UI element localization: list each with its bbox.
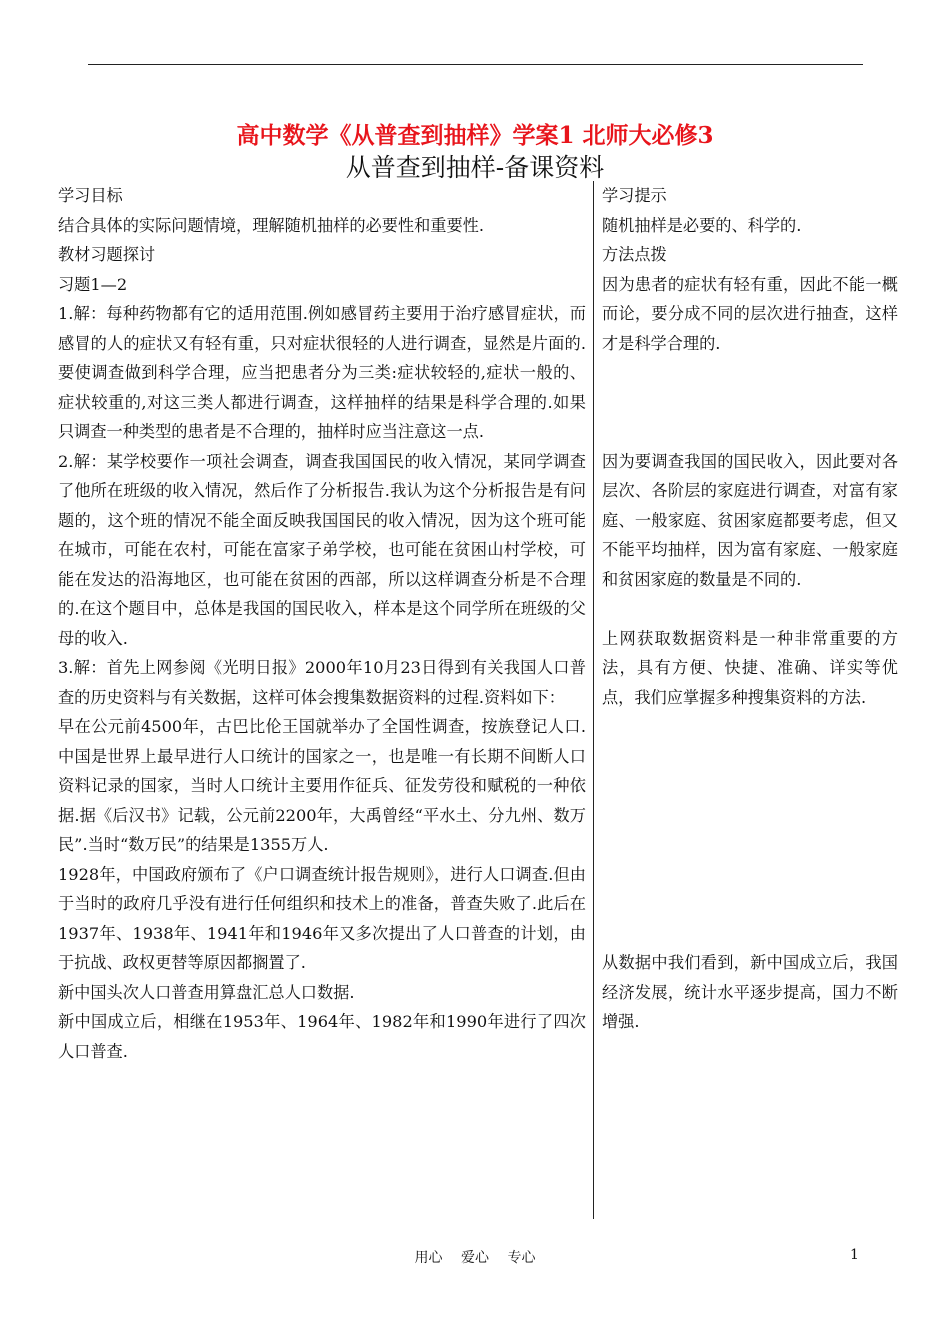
- column-divider: [593, 181, 594, 1219]
- answer-1: 1.解：每种药物都有它的适用范围.例如感冒药主要用于治疗感冒症状，而感冒的人的症状又有轻有重，只对症状很轻的人进行调查，显然是片面的.要使调查做到科学合理，应当把患者分为三类:症状较轻的,症状一般的、症状较重的,对这三类人都进行调查，这样抽样的结果是科学合理的.如果只调查一种类型的患者是不合理的，抽样时应当注意这一点.: [58, 304, 586, 441]
- heading-learning-goal: 学习目标: [58, 186, 123, 205]
- page-number: 1: [850, 1247, 859, 1263]
- document-subtitle: 从普查到抽样-备课资料: [345, 153, 605, 182]
- heading-exercise-discussion: 教材习题探讨: [58, 245, 156, 264]
- answer-3: 3.解：首先上网参阅《光明日报》2000年10月23日得到有关我国人口普查的历史资料与有关数据，这样可体会搜集数据资料的过程.资料如下：: [58, 658, 586, 707]
- four-censuses-paragraph: 新中国成立后，相继在1953年、1964年、1982年和1990年进行了四次人口普查.: [58, 1012, 586, 1061]
- method-note-1: 因为患者的症状有轻有重，因此不能一概而论，要分成不同的层次进行抽查，这样才是科学合理的.: [602, 274, 898, 353]
- learning-goal-text: 结合具体的实际问题情境，理解随机抽样的必要性和重要性.: [58, 215, 485, 235]
- side-notes-column: [602, 181, 898, 1037]
- main-column: [58, 181, 586, 1066]
- method-note-3: 上网获取数据资料是一种非常重要的方法，具有方便、快捷、准确、详实等优点，我们应掌握多种搜集资料的方法.: [602, 628, 898, 707]
- method-note-4: 从数据中我们看到，新中国成立后，我国经济发展，统计水平逐步提高，国力不断增强.: [602, 953, 898, 1031]
- heading-method: 方法点拨: [602, 245, 667, 264]
- heading-learning-tip: 学习提示: [602, 186, 667, 205]
- paragraph-1928: 1928年，中国政府颁布了《户口调查统计报告规则》，进行人口调查.但由于当时的政府几乎没有进行任何组织和技术上的准备，普查失败了.此后在1937年、1938年、1941年和1946年又多次提出了人口普查的计划，由于抗战、政权更替等原因都搁置了.: [58, 864, 586, 972]
- exercise-label: 习题1—2: [58, 274, 128, 294]
- method-note-2: 因为要调查我国的国民收入，因此要对各层次、各阶层的家庭进行调查，对富有家庭、一般家庭、贫困家庭都要考虑，但又不能平均抽样，因为富有家庭、一般家庭和贫困家庭的数量是不同的.: [602, 451, 898, 589]
- abacus-paragraph: 新中国头次人口普查用算盘汇总人口数据.: [58, 982, 355, 1002]
- learning-tip-text: 随机抽样是必要的、科学的.: [602, 215, 802, 235]
- answer-2: 2.解：某学校要作一项社会调查，调查我国国民的收入情况，某同学调查了他所在班级的收入情况，然后作了分析报告.我认为这个分析报告是有问题的，这个班的情况不能全面反映我国国民的收入情况，因为这个班可能在城市，可能在农村，可能在富家子弟学校，也可能在贫困山村学校，可能在发达的沿海地区，也可能在贫困的西部，所以这样调查分析是不合理的.在这个题目中，总体是我国的国民收入，样本是这个同学所在班级的父母的收入.: [58, 451, 586, 648]
- document-title: 高中数学《从普查到抽样》学案1 北师大必修3: [236, 122, 714, 149]
- footer-motto: 用心 爱心 专心: [414, 1250, 536, 1266]
- header-rule: [88, 64, 863, 65]
- history-paragraph: 早在公元前4500年，古巴比伦王国就举办了全国性调查，按族登记人口.中国是世界上最早进行人口统计的国家之一，也是唯一有长期不间断人口资料记录的国家，当时人口统计主要用作征兵、征发劳役和赋税的一种依据.据《后汉书》记载，公元前2200年，大禹曾经“平水土、分九州、数万民”.当时“数万民”的结果是1355万人.: [58, 717, 586, 854]
